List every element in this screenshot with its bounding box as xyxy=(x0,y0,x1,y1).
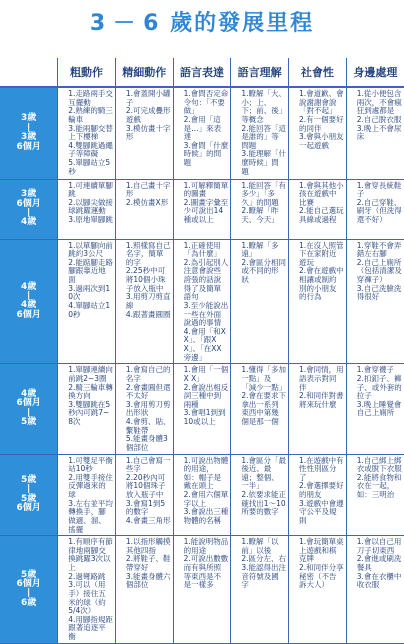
milestone-item: 2.以腳尖做接球跳躍運動 xyxy=(68,197,113,216)
milestone-item: 2.可完成疊形遊戲 xyxy=(125,106,171,124)
milestone-cell xyxy=(115,454,173,536)
milestone-item: 3.用剪刀剪直線 xyxy=(125,292,171,310)
milestone-list xyxy=(349,366,402,418)
milestone-item: 4.跟著畫圓圈 xyxy=(125,309,171,319)
milestone-cell xyxy=(289,454,347,536)
milestone-item: 1.自己綁上綁衣或脫下衣服 xyxy=(356,455,402,474)
milestone-cell xyxy=(173,364,231,454)
milestone-item: 1.在沒人照管下在家附近遊玩 xyxy=(299,240,344,267)
milestone-list xyxy=(60,366,113,426)
table-row xyxy=(0,454,404,536)
milestone-list xyxy=(60,90,113,176)
milestone-cell xyxy=(289,87,347,179)
milestone-item: 2.能踮腳走路腳跟靠近地面 xyxy=(68,257,113,284)
milestone-item: 3.左右並平均轉換手，腳做適、溜、搖擺 xyxy=(68,498,113,534)
milestone-item: 1.會同情，用語表示對同伴 xyxy=(299,365,344,392)
milestone-item: 2.會用「這是…」來表達 xyxy=(183,114,222,142)
milestone-item: 1.可解釋簡單的圖畫 xyxy=(183,180,229,199)
milestone-item: 3.會問「什麼時候」的問題 xyxy=(183,140,229,167)
milestone-list xyxy=(233,182,286,225)
milestone-list xyxy=(233,242,286,285)
milestone-item: 1.瞭解「以前」以後 xyxy=(241,537,279,555)
milestone-item: 1.正確使用「為什麼」 xyxy=(183,240,222,259)
header-age xyxy=(0,58,58,87)
milestone-cell xyxy=(231,454,289,536)
milestone-cell xyxy=(231,87,289,179)
milestone-item: 1.有順序有節律地兩腳交換跳躍3次以上 xyxy=(68,537,113,572)
milestone-list xyxy=(118,90,171,142)
milestone-cell xyxy=(115,536,173,644)
milestone-list xyxy=(176,366,229,426)
milestone-list xyxy=(349,242,402,302)
milestone-cell xyxy=(231,239,289,364)
milestone-item: 5.單腳站立5秒 xyxy=(68,158,111,176)
milestone-item: 2.能將食物和衣在一起，如：三明治 xyxy=(356,472,402,499)
milestone-cell xyxy=(115,364,173,454)
milestone-cell xyxy=(346,364,404,454)
milestone-item: 1.會用「一個X X」 xyxy=(183,365,229,383)
milestone-cell xyxy=(173,239,231,364)
milestone-item: 1.自己畫十字形 xyxy=(125,180,171,199)
age-range: 4歲 | 4歲 6個月 xyxy=(0,239,58,364)
milestone-list xyxy=(60,182,113,225)
milestone-item: 2.自己穿鞋、刷牙（但洗得還不好） xyxy=(356,197,402,224)
milestone-item: 2.自己上廁所（包括清潔及穿褲子） xyxy=(356,257,402,284)
milestone-item: 1.以指形觸摸其他四指 xyxy=(125,537,171,555)
table-row xyxy=(0,364,404,454)
milestone-cell xyxy=(346,454,404,536)
milestone-item: 1.會蓋開小罐子 xyxy=(125,89,171,107)
milestone-item: 3.模仿畫十字形 xyxy=(125,123,171,142)
milestone-item: 3.自己洗臉洗得很好 xyxy=(356,283,402,302)
milestone-item: 2.和同伴對書將來玩什麼 xyxy=(299,391,344,409)
milestone-item: 1.會以自己用刀子切東西 xyxy=(356,537,402,555)
milestone-item: 3.原地單腳跳 xyxy=(68,215,113,224)
milestone-list xyxy=(176,242,229,363)
milestone-item: 1.可說出物體的用途，如：帽子是戴在頭上 xyxy=(183,455,229,491)
milestone-list xyxy=(176,538,229,590)
milestone-list xyxy=(118,182,171,208)
age-range: 4歲 6個月 | 5歲 xyxy=(0,364,58,454)
table-row xyxy=(0,239,404,364)
header-self-care: 身邊處理 xyxy=(346,58,404,87)
milestone-cell xyxy=(173,179,231,239)
milestone-item: 1.會問否定命令句：「不要做」 xyxy=(183,89,229,116)
milestone-list xyxy=(233,457,286,517)
milestone-item: 3.會與小朋友一起遊戲 xyxy=(299,132,344,150)
milestone-item: 3.遊戲中會遵守公平及規則 xyxy=(299,498,344,525)
title-right: 6 歲的發展里程 xyxy=(143,11,315,36)
milestone-item: 1.在遊戲中有性性別區分了 xyxy=(299,455,344,482)
page-title xyxy=(0,6,404,46)
milestone-cell xyxy=(58,179,116,239)
milestone-item: 1.能說明物品的用途 xyxy=(183,537,229,555)
milestone-list xyxy=(349,90,402,142)
header-row xyxy=(0,58,404,87)
milestone-item: 2.會區分相同或不同的形狀 xyxy=(241,257,286,284)
age-range: 5歲 | 5歲 6個月 xyxy=(0,454,58,536)
milestone-item: 1.能回答「有多少」「多久」的問題 xyxy=(241,180,286,207)
header-social: 社會性 xyxy=(289,58,347,87)
milestone-item: 1.單腳連續向前跳2~3圈 xyxy=(68,365,113,383)
header-fine-motor: 精細動作 xyxy=(115,58,173,87)
milestone-list xyxy=(349,182,402,225)
milestone-cell xyxy=(231,179,289,239)
milestone-cell xyxy=(231,536,289,644)
table-row xyxy=(0,536,404,644)
age-range: 3歲 6個月 | 4歲 xyxy=(0,179,58,239)
milestone-list xyxy=(118,242,171,320)
milestone-item: 3.會在衣櫃中收衣服 xyxy=(356,571,402,590)
milestone-cell xyxy=(173,454,231,536)
milestone-item: 3.晚上不會尿床 xyxy=(356,123,402,142)
milestone-list xyxy=(60,242,113,320)
milestone-item: 3.能畫身體六個部位 xyxy=(125,571,171,590)
table-body xyxy=(0,87,404,643)
milestone-list xyxy=(233,90,286,176)
milestone-item: 2.會畫圓但還不太好 xyxy=(125,382,171,401)
milestone-item: 1.會與其他小孩在遊戲中比賽 xyxy=(299,180,344,207)
milestone-item: 4.會用「和XX」、「跟XX」、「在XX旁邊」 xyxy=(183,326,226,362)
milestone-cell xyxy=(58,454,116,536)
header-gross-motor: 粗動作 xyxy=(58,58,116,87)
age-range: 3歲 | 3歲 6個月 xyxy=(0,87,58,179)
milestone-item: 2.區分左、右 xyxy=(241,554,286,564)
milestone-list xyxy=(176,182,229,225)
milestone-cell xyxy=(58,536,116,644)
milestone-item: 1.會道歉、會說謝謝會說「對不起」 xyxy=(299,89,344,116)
milestone-cell xyxy=(346,87,404,179)
milestone-cell xyxy=(115,179,173,239)
milestone-list xyxy=(60,538,113,642)
milestone-item: 2.和同伴分享秘密（不告訴大人） xyxy=(299,563,344,590)
milestone-cell xyxy=(289,179,347,239)
milestone-item: 3.至少能說出一些在外面說過的事情 xyxy=(183,300,229,328)
milestone-item: 2.為引起別人注意會說些誇張的話說得了及簡單語句 xyxy=(183,257,229,302)
title-dash: － xyxy=(113,11,138,36)
milestone-item: 2.圖畫字彙至少可說出14種或以上 xyxy=(183,197,229,224)
milestone-cell xyxy=(58,239,116,364)
milestone-list xyxy=(176,457,229,526)
milestone-item: 2.會選擇要好的朋友 xyxy=(299,481,344,499)
milestone-item: 4.會畫三角形 xyxy=(125,515,171,525)
milestone-item: 2.依要求能正確找出1～10所要的數字 xyxy=(241,490,286,517)
milestone-item: 3.會說出三種物體的名稱 xyxy=(183,507,229,525)
milestone-item: 1.照樣寫自己名字，簡單的字 xyxy=(125,240,171,267)
milestone-cell xyxy=(58,87,116,179)
milestone-list xyxy=(349,538,402,590)
milestone-item: 2.熟練的騎三輪車 xyxy=(68,106,113,124)
milestone-cell xyxy=(173,536,231,644)
milestone-list xyxy=(291,538,344,590)
milestone-item: 3.會唱1到到10或以上 xyxy=(183,408,226,426)
milestone-list xyxy=(176,90,229,168)
milestone-list xyxy=(118,366,171,452)
milestone-item: 2.能自己選玩具線或過程 xyxy=(299,206,344,224)
development-milestones-table xyxy=(0,58,404,644)
milestone-item: 1.從小便包含兩次，不會瘋狂到處都是 xyxy=(356,89,402,116)
milestone-list xyxy=(291,182,344,225)
age-range: 5歲 6個月 | 6歲 xyxy=(0,536,58,644)
milestone-item: 3.晚上睡覺會自己上廁所 xyxy=(356,399,402,418)
milestone-item: 3.雙腳跳在5秒內可跳7~8次 xyxy=(68,399,111,426)
milestone-item: 1.懂得「多加一點」及「減少一點」 xyxy=(241,365,287,392)
milestone-item: 1.會玩簡單桌上遊戲和棋克牌 xyxy=(299,537,344,564)
milestone-list xyxy=(291,366,344,409)
milestone-item: 2.將鞋子、鞋帶穿好 xyxy=(125,554,171,572)
milestone-cell xyxy=(346,536,404,644)
table-row xyxy=(0,179,404,239)
milestone-item: 2.自己脫衣服 xyxy=(356,114,402,124)
milestone-item: 1.可連續單腳跳 xyxy=(68,180,113,199)
milestone-list xyxy=(233,538,286,590)
milestone-cell xyxy=(346,239,404,364)
milestone-item: 2.模仿畫X形 xyxy=(125,197,169,207)
milestone-item: 1.走路兩手交互擺動 xyxy=(68,89,113,107)
milestone-item: 3.會用剪刀剪出形狀 xyxy=(125,399,171,418)
milestone-cell xyxy=(289,364,347,454)
title-left: 3 xyxy=(89,11,108,36)
milestone-item: 2.會在遊戲中相讓或制約別的小朋友的行為 xyxy=(299,266,344,302)
milestone-item: 1.會寫自己的名字 xyxy=(125,365,171,383)
milestone-cell xyxy=(289,536,347,644)
milestone-item: 2.25秒中可將10個小珠子放入瓶中 xyxy=(125,266,166,293)
milestone-item: 4.用腳指規距跟著追逐平衡 xyxy=(68,614,113,641)
milestone-cell xyxy=(173,87,231,179)
milestone-item: 4.單腳站立10秒 xyxy=(68,300,111,319)
milestone-cell xyxy=(115,87,173,179)
milestone-list xyxy=(291,457,344,526)
milestone-cell xyxy=(346,179,404,239)
header-language-comprehension: 語言理解 xyxy=(231,58,289,87)
milestone-item: 1.會穿長統鞋子 xyxy=(356,180,402,199)
milestone-list xyxy=(118,538,171,590)
milestone-item: 1.以單腳向前跳約3公尺 xyxy=(68,240,113,259)
milestone-item: 2.有一個要好的同伴 xyxy=(299,114,344,133)
milestone-cell xyxy=(289,239,347,364)
milestone-item: 3.過兩次到10次 xyxy=(68,283,111,302)
milestone-item: 2.會進或刷洗餐具 xyxy=(356,554,402,572)
milestone-cell xyxy=(58,364,116,454)
milestone-list xyxy=(60,457,113,535)
milestone-item: 1.穿鞋不會弄錯左右腳 xyxy=(356,240,402,259)
milestone-item: 1.會穿襪子 xyxy=(356,365,394,375)
milestone-list xyxy=(233,366,286,426)
milestone-cell xyxy=(231,364,289,454)
milestone-item: 1.瞭解「大、小；上、下；前、後」等概念 xyxy=(241,89,286,124)
milestone-item: 2.過彎路跳 xyxy=(68,571,106,581)
table-row xyxy=(0,87,404,179)
milestone-list xyxy=(118,457,171,526)
milestone-item: 2.可說出數數而有與所照等東西是不是一樣多 xyxy=(183,554,229,590)
milestone-cell xyxy=(115,239,173,364)
milestone-item: 1.可雙足平衡站10秒 xyxy=(68,455,113,474)
milestone-item: 1.自己會寫一些字 xyxy=(125,455,171,474)
milestone-list xyxy=(349,457,402,500)
milestone-item: 2.扣釦子、褲子、或外套的拉子 xyxy=(356,373,402,401)
milestone-item: 2.騎三輪車轉換方向 xyxy=(68,382,113,401)
milestone-item: 3.能兩腳交替上下樓梯 xyxy=(68,123,113,142)
milestone-list xyxy=(291,90,344,150)
milestone-item: 3.能認得出注音符號及國字 xyxy=(241,563,286,590)
milestone-item: 3.可以（用手）接住五米的球（約5/4次） xyxy=(68,580,106,616)
milestone-item: 2.20秒內可將10個珠子放入瓶子中 xyxy=(125,472,166,499)
header-language-expression: 語言表達 xyxy=(173,58,231,87)
milestone-list xyxy=(291,242,344,302)
milestone-item: 2.用雙手接住反彈過來的球 xyxy=(68,472,113,499)
milestone-item: 1.會區分「最後近、最遠；整個、一半」 xyxy=(241,455,286,491)
milestone-item: 2.會用六個單字以上 xyxy=(183,490,229,508)
milestone-item: 2.會在要求下拿出一系列東西中第幾個是那一個 xyxy=(241,391,286,426)
milestone-item: 3.會寫1到5的數字 xyxy=(125,498,166,517)
milestone-item: 2.會說出相反詞三種中到兩種 xyxy=(183,382,229,409)
milestone-item: 1.瞭解「多遠」 xyxy=(241,240,279,259)
milestone-item: 3.能理解「什麼時候」問題 xyxy=(241,149,286,176)
milestone-item: 2.瞭解「昨天、今天」 xyxy=(241,206,279,224)
milestone-item: 2.能回答「這是誰的」等問題 xyxy=(241,123,286,150)
milestone-item: 5.能畫身體3個部位 xyxy=(125,434,168,452)
milestone-item: 4.會剪、貼、繫鞋帶 xyxy=(125,417,171,435)
milestone-item: 4.雙腳跳過繩子等障礙 xyxy=(68,140,113,159)
